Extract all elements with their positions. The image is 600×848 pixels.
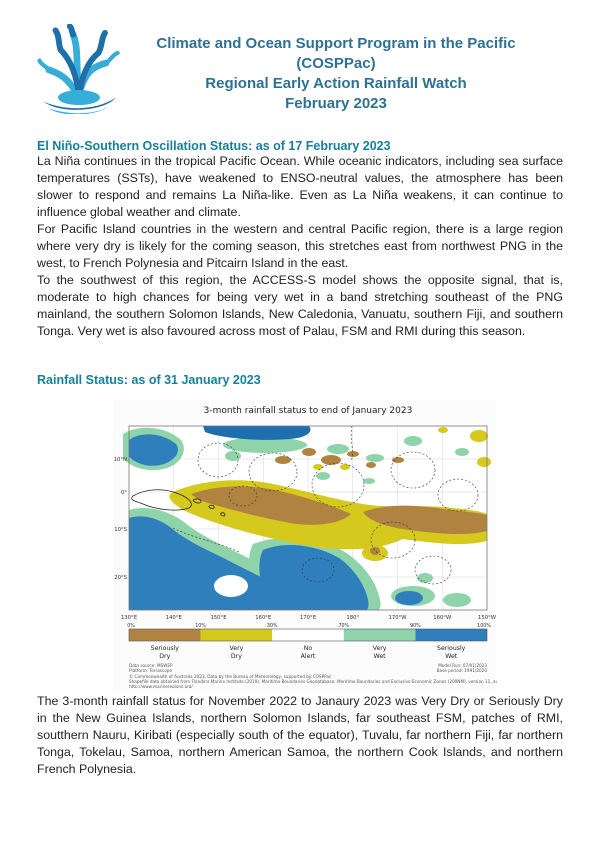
document-header	[37, 24, 563, 119]
x-axis-labels	[121, 615, 497, 621]
legend-label: Alert	[300, 653, 316, 660]
figure-credits	[129, 663, 497, 688]
y-tick-label: 10°S	[114, 527, 127, 533]
legend-label: Dry	[159, 653, 171, 660]
x-tick-label: 140°E	[165, 615, 182, 621]
cosppac-logo	[37, 24, 123, 119]
legend-category-labels	[151, 645, 466, 660]
legend-label: Dry	[230, 653, 242, 660]
rainfall-map-figure	[113, 400, 497, 693]
credit-line-right: Base period: 1991/2020	[436, 668, 487, 673]
enso-status-heading: El Niño-Southern Oscillation Status: as of 17 February 2023	[37, 139, 391, 153]
y-axis-labels	[114, 457, 128, 581]
credit-line-right: Model Run: 07/01/2023	[438, 663, 487, 668]
coral-logo-icon	[37, 24, 121, 114]
credit-line: Data source: MSWEP	[129, 663, 173, 668]
x-tick-label: 170°E	[299, 615, 317, 621]
y-tick-label: 20°S	[114, 575, 127, 581]
credit-line: http://www.marineregions.org/	[129, 684, 193, 688]
y-tick-label: 10°N	[113, 457, 127, 463]
legend-label: No	[303, 645, 313, 652]
legend-tick-label: 70%	[338, 624, 350, 629]
rainfall-status-heading: Rainfall Status: as of 31 January 2023	[37, 373, 261, 387]
credit-line: Platform: Terrascope	[129, 668, 173, 673]
document-title	[123, 34, 563, 114]
legend-label: Very	[372, 645, 387, 652]
enso-paragraph-3: To the southwest of this region, the ACCESS-S model shows the opposite signal, that is, moderate to high chances for being very wet in a band stretching southeast of the PNG mainland, the southern Solomon Islands, New Caledonia, Vanuatu, southern Fiji, and southern Tonga. Very wet is also favoured across most of Palau, FSM and RMI during this season.	[37, 273, 563, 338]
figure-title: 3-month rainfall status to end of January 2023	[203, 406, 413, 416]
rainfall-paragraph: The 3-month rainfall status for November 2022 to Janaury 2023 was Very Dry or Seriously Dry in the New Guinea Islands, northern Solomon Islands, far southeast FSM, patches of RMI, soutthern Nauru, Kiribati (especially south of the equator), Tuvalu, far northern Fiji, far northern Tonga, Tokelau, Samoa, northern American Samoa, the northern Cook Islands, and northern French Polynesia.	[37, 694, 563, 776]
enso-paragraph-1: La Niña continues in the tropical Pacific Ocean. While oceanic indicators, including sea surface temperatures (SSTs), have weakened to ENSO-neutral values, the atmosphere has been slower to respond and remains La Niña-like. Even as La Niña weakens, it can continue to influence global weather and climate.	[37, 154, 563, 219]
title-line-2: (COSPPac)	[296, 55, 376, 72]
legend-tick-label: 90%	[410, 624, 421, 629]
y-tick-label: 0°	[120, 490, 127, 496]
credit-line: © Commonwealth of Australia 2023, Data by the Bureau of Meteorology, supported by COSPPac	[129, 674, 332, 679]
x-tick-label: 160°W	[433, 615, 452, 621]
legend-label: Very	[229, 645, 244, 652]
title-line-3: Regional Early Action Rainfall Watch	[205, 75, 467, 92]
legend-tick-label: 0%	[127, 624, 135, 629]
legend-label: Wet	[445, 653, 458, 660]
title-line-4: February 2023	[285, 95, 387, 112]
x-tick-label: 150°W	[478, 615, 496, 621]
x-tick-label: 130°E	[120, 615, 138, 621]
x-tick-label: 160°E	[255, 615, 272, 621]
legend-tick-label: 100%	[477, 624, 491, 629]
legend-label: Seriously	[437, 645, 466, 652]
x-tick-label: 180°	[346, 615, 360, 621]
legend-label: Seriously	[150, 645, 179, 652]
rainfall-map-svg	[113, 400, 497, 688]
credit-line: Shapefile data obtained from Flanders Marine Institute (2019). Maritime Boundaries Geodatabase: Maritime Boundaries and Exclusive Economic Zones (200NM), version 11, available online at:	[129, 679, 497, 684]
legend-color-bar	[129, 629, 487, 641]
x-tick-label: 170°W	[388, 615, 407, 621]
legend-tick-label: 30%	[266, 624, 278, 629]
x-tick-label: 150°E	[210, 615, 227, 621]
map-dry-gap	[214, 575, 248, 597]
legend-tick-label: 10%	[195, 624, 206, 629]
map-legend	[127, 623, 491, 660]
enso-paragraph-2: For Pacific Island countries in the western and central Pacific region, there is a large region where very dry is likely for the coming season, this stretches east from northwest PNG in the west, to French Polynesia and Pitcairn Island in the east.	[37, 222, 563, 270]
legend-label: Wet	[373, 653, 386, 660]
title-line-1: Climate and Ocean Support Program in the Pacific	[156, 35, 516, 52]
